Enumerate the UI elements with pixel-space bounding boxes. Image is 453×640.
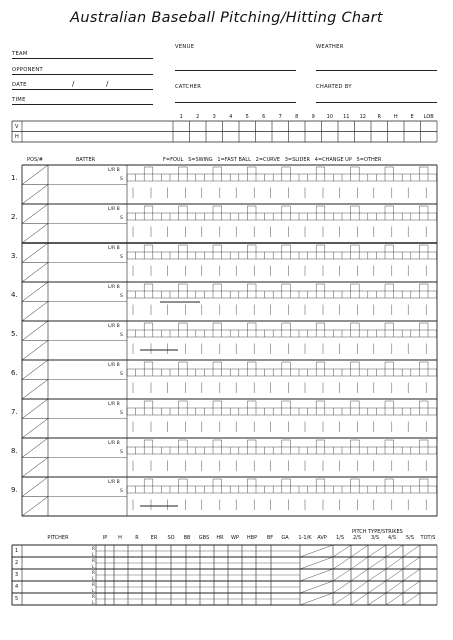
pitcher-col-header: HR xyxy=(216,535,224,541)
pitch-legend: F=FOUL S=SWING 1=FAST BALL 2=CURVE 3=SLIDER 4=CHANGE UP 5=OTHER xyxy=(163,157,382,163)
pitch-type-hatch xyxy=(300,569,333,581)
s-label: S xyxy=(120,177,123,182)
pos-diagonal xyxy=(22,204,48,224)
pitch-type-hatch xyxy=(300,581,333,593)
lr-b-label: L/R B xyxy=(108,168,120,173)
pitch-type-hatch xyxy=(333,581,351,593)
pitcher-rl-label: L xyxy=(92,551,95,557)
date-separator: / xyxy=(72,80,75,88)
innings-col-header: E xyxy=(410,114,414,120)
batter-number: 6. xyxy=(11,369,18,377)
lr-b-label: L/R B xyxy=(108,207,120,212)
pos-diagonal xyxy=(22,380,48,400)
s-label: S xyxy=(120,411,123,416)
pitch-type-hatch xyxy=(403,593,420,605)
innings-col-header: 4 xyxy=(229,114,233,120)
batter-number: 2. xyxy=(11,213,18,221)
pitch-type-hatch xyxy=(386,557,403,569)
team-label: TEAM xyxy=(12,51,28,57)
batter-number: 7. xyxy=(11,408,18,416)
lr-b-label: L/R B xyxy=(108,324,120,329)
pitcher-col-header: BB xyxy=(183,535,191,541)
lr-b-label: L/R B xyxy=(108,246,120,251)
lr-b-label: L/R B xyxy=(108,480,120,485)
pitch-type-hatch xyxy=(368,545,386,557)
innings-col-header: 6 xyxy=(262,114,266,120)
pos-diagonal xyxy=(22,185,48,205)
pitcher-col-header: 5/S xyxy=(405,535,415,541)
pitch-type-hatch xyxy=(351,545,368,557)
time-label: TIME xyxy=(12,97,26,103)
pitcher-rl-label: R xyxy=(92,569,95,575)
pitch-type-hatch xyxy=(403,545,420,557)
batter-number: 5. xyxy=(11,330,18,338)
pitcher-col-header: TOT/S xyxy=(420,535,436,541)
s-label: S xyxy=(120,372,123,377)
innings-col-header: 2 xyxy=(196,114,200,120)
pitcher-rl-label: L xyxy=(92,587,95,593)
pitch-type-hatch xyxy=(333,569,351,581)
lr-b-label: L/R B xyxy=(108,441,120,446)
pitcher-col-header: R xyxy=(135,535,139,541)
innings-row-label: H xyxy=(15,134,19,140)
pos-diagonal xyxy=(22,360,48,380)
s-label: S xyxy=(120,489,123,494)
innings-col-header: LOB xyxy=(423,114,434,120)
pitcher-rl-label: R xyxy=(92,593,95,599)
catcher-label: CATCHER xyxy=(175,84,202,90)
pitcher-rl-label: R xyxy=(92,557,95,563)
pitcher-row-number: 5 xyxy=(15,596,19,602)
innings-col-header: 8 xyxy=(295,114,299,120)
pitcher-col-header: ER xyxy=(150,535,158,541)
pitch-type-hatch xyxy=(368,581,386,593)
pos-diagonal xyxy=(22,477,48,497)
pos-diagonal xyxy=(22,399,48,419)
innings-col-header: 9 xyxy=(311,114,315,120)
pos-diagonal xyxy=(22,321,48,341)
pitcher-col-header: GA xyxy=(281,535,289,541)
pitch-type-hatch xyxy=(351,593,368,605)
pitcher-row-number: 4 xyxy=(15,584,19,590)
s-label: S xyxy=(120,450,123,455)
s-label: S xyxy=(120,216,123,221)
innings-col-header: 12 xyxy=(359,114,366,120)
innings-col-header: 1 xyxy=(179,114,183,120)
pitcher-col-header: IP xyxy=(102,535,108,541)
pos-diagonal xyxy=(22,302,48,322)
pitcher-col-header: BF xyxy=(266,535,274,541)
pos-diagonal xyxy=(22,458,48,478)
innings-col-header: 10 xyxy=(326,114,333,120)
innings-col-header: 5 xyxy=(245,114,249,120)
lr-b-label: L/R B xyxy=(108,402,120,407)
pitch-type-hatch xyxy=(403,581,420,593)
batter-number: 8. xyxy=(11,447,18,455)
venue-label: VENUE xyxy=(175,44,195,50)
lr-b-label: L/R B xyxy=(108,363,120,368)
date-separator: / xyxy=(106,80,109,88)
pitch-type-hatch xyxy=(300,557,333,569)
pitch-type-hatch xyxy=(333,557,351,569)
pos-diagonal xyxy=(22,243,48,263)
innings-col-header: 11 xyxy=(343,114,350,120)
pitch-type-hatch xyxy=(333,545,351,557)
weather-label: WEATHER xyxy=(316,44,344,50)
pitcher-col-header: GBS xyxy=(198,535,210,541)
pitcher-col-header: SO xyxy=(167,535,175,541)
pitcher-row-number: 3 xyxy=(15,572,19,578)
pitch-type-hatch xyxy=(351,581,368,593)
pitch-type-hatch xyxy=(403,557,420,569)
lr-b-label: L/R B xyxy=(108,285,120,290)
pitch-type-hatch xyxy=(386,581,403,593)
pitch-type-header: PITCH TYPE/STRIKES xyxy=(352,529,403,535)
batter-number: 9. xyxy=(11,486,18,494)
pitcher-col-header: 1/S xyxy=(335,535,345,541)
s-label: S xyxy=(120,294,123,299)
pitch-type-hatch xyxy=(403,569,420,581)
pos-diagonal xyxy=(22,497,48,517)
pos-label: POS/# xyxy=(27,157,43,163)
pitcher-rl-label: R xyxy=(92,581,95,587)
pitcher-col-header: 3/S xyxy=(370,535,380,541)
pitcher-rl-label: L xyxy=(92,575,95,581)
pitcher-col-header: H xyxy=(118,535,122,541)
pitch-type-hatch xyxy=(386,569,403,581)
pitcher-row-number: 2 xyxy=(15,560,19,566)
innings-col-header: 3 xyxy=(212,114,216,120)
pos-diagonal xyxy=(22,224,48,244)
pitcher-rl-label: R xyxy=(92,545,95,551)
pitcher-rl-label: L xyxy=(92,563,95,569)
pos-diagonal xyxy=(22,341,48,361)
pitcher-col-header: 4/S xyxy=(387,535,397,541)
pitch-type-hatch xyxy=(300,545,333,557)
pos-diagonal xyxy=(22,419,48,439)
pitcher-rl-label: L xyxy=(92,599,95,605)
batter-number: 1. xyxy=(11,174,18,182)
pitch-type-hatch xyxy=(386,545,403,557)
pitch-type-hatch xyxy=(351,557,368,569)
pitcher-row-number: 1 xyxy=(15,548,19,554)
batter-label: BATTER xyxy=(76,157,96,163)
charted-by-label: CHARTED BY xyxy=(316,84,352,90)
pitch-type-hatch xyxy=(333,593,351,605)
pitcher-col-header: 2/S xyxy=(352,535,362,541)
date-label: DATE xyxy=(12,82,27,88)
pitcher-col-header: PITCHER xyxy=(47,535,69,541)
pitch-type-hatch xyxy=(368,593,386,605)
opponent-label: OPPONENT xyxy=(12,67,44,73)
pitch-type-hatch xyxy=(368,569,386,581)
s-label: S xyxy=(120,333,123,338)
pitch-type-hatch xyxy=(300,593,333,605)
pitcher-col-header: AVP xyxy=(317,535,327,541)
pitch-type-hatch xyxy=(386,593,403,605)
pitch-type-hatch xyxy=(368,557,386,569)
pos-diagonal xyxy=(22,282,48,302)
batter-number: 3. xyxy=(11,252,18,260)
innings-col-header: 7 xyxy=(278,114,282,120)
innings-row-label: V xyxy=(15,123,19,130)
pos-diagonal xyxy=(22,438,48,458)
pitcher-col-header: 1-1/K xyxy=(298,535,312,541)
pos-diagonal xyxy=(22,165,48,185)
pitcher-col-header: WP xyxy=(231,535,239,541)
pitch-type-hatch xyxy=(351,569,368,581)
innings-col-header: H xyxy=(393,114,398,120)
innings-col-header: R xyxy=(377,114,381,120)
pitcher-col-header: HBP xyxy=(246,535,258,541)
pos-diagonal xyxy=(22,263,48,283)
batter-number: 4. xyxy=(11,291,18,299)
page-title: Australian Baseball Pitching/Hitting Chart xyxy=(70,10,383,26)
s-label: S xyxy=(120,255,123,260)
